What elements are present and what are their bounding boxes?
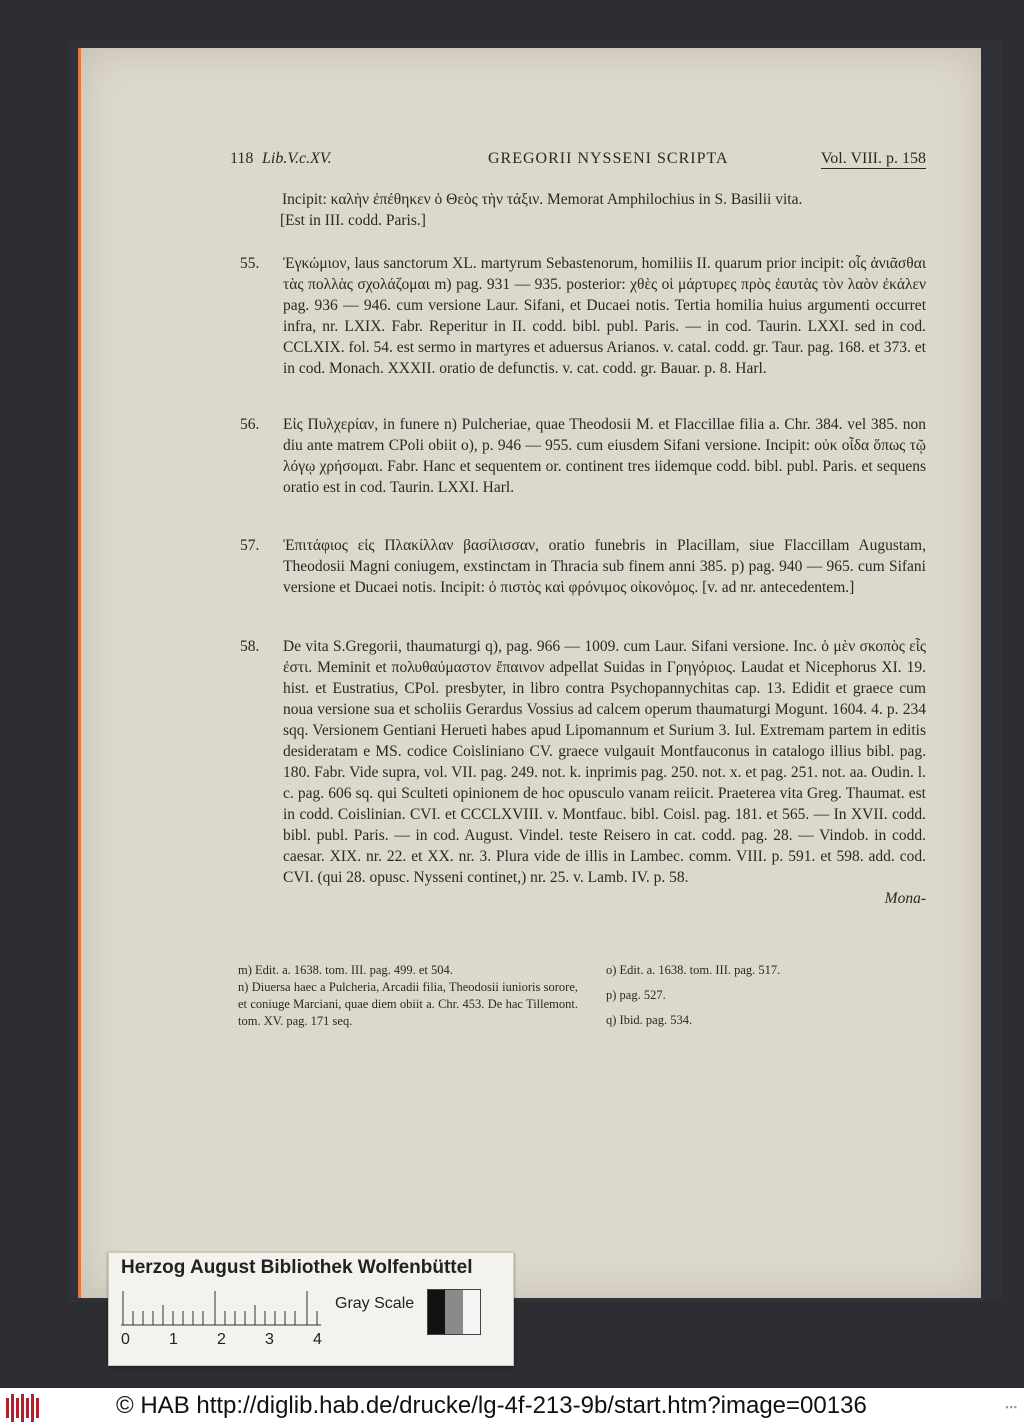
source-link[interactable]: © HAB http://diglib.hab.de/drucke/lg-4f-213-9b/start.htm?image=00136 [116, 1392, 867, 1419]
footnote: m) Edit. a. 1638. tom. III. pag. 499. et 504. [238, 963, 453, 977]
entry-text: De vita S.Gregorii, thaumaturgi q), pag. 966 — 1009. cum Laur. Sifani versione. Inc. ὁ μὲν σκοπὸς εἷς ἐστι. Meminit et πολυθαύμαστον ἔπαινον adpellat Suidas in Γρηγόριος. Laudat et Nicephorus XI. 19. hist. et Eustratius, CPol. presbyter, in libro contra Psychopannychitas cap. 13. Edidit et graece cum noua versione sua et scholiis Gerardus Vossius ad calcem operum thaumaturgi Mogunt. 1604. 4. p. 234 sqq. Versionem Gentiani Herueti habes apud Lipomannum et Surium 3. Iul. Extremam partem in editis desideratam e MS. codice Coisliniano CV. graece vulgauit Montfauconus in catalogo illius bibl. pag. 180. Fabr. Vide supra, vol. VII. pag. 249. not. k. inprimis pag. 250. not. x. et pag. 251. not. aa. Oudin. l. c. pag. 606 sq. qui Sculteti opinionem de hoc opusculo vanam reiicit. Praeterea vita Greg. Thaumat. est in codd. Coislinian. CVI. et CCCLXVIII. v. Montfauc. bibl. Coisl. pag. 181. et 565. — In XVII. codd. bibl. publ. Paris. — in cod. August. Vindel. teste Reisero in cat. codd. pag. 28. — Vindob. in codd. caesar. XIX. nr. 22. et XX. nr. 3. Plura vide de illis in Lambec. comm. VIII. p. 591. et 598. add. cod. CVI. (qui 28. opusc. Nysseni continet,) nr. 25. v. Lamb. IV. p. 58. [283, 638, 926, 886]
footnote: p) pag. 527. [606, 988, 666, 1002]
scale-number: 4 [313, 1331, 322, 1348]
volume-reference: Vol. VIII. p. 158 [820, 150, 926, 167]
corner-marks: ▪▪▪ [1005, 1402, 1018, 1412]
hab-logo-icon [6, 1394, 40, 1422]
entry-58 [240, 636, 926, 909]
footnotes-left [238, 962, 578, 1030]
scale-number: 2 [217, 1331, 226, 1348]
gray-scale-label: Gray Scale [335, 1295, 415, 1312]
entry-56 [240, 414, 926, 498]
gray-swatches [427, 1289, 481, 1335]
scale-number: 1 [169, 1331, 178, 1348]
entry-text: Εἰς Πυλχερίαν, in funere n) Pulcheriae, quae Theodosii M. et Flaccillae filia a. Chr. 384. vel 385. non diu ante matrem CPoli obiit o), p. 946 — 955. cum eiusdem Sifani versione. Incipit: οὐκ οἶδα ὅπως τῷ λόγῳ χρήσομαι. Fabr. Hanc et sequentem or. continent tres iidemque codd. bibl. publ. Paris. et sequens oratio est in cod. Taurin. LXXI. Harl. [283, 416, 926, 496]
intro-paragraph [282, 189, 922, 231]
entry-55 [240, 253, 926, 379]
black-swatch [428, 1290, 445, 1334]
white-swatch [463, 1290, 480, 1334]
entry-number: 57. [240, 537, 260, 554]
page-header [230, 150, 926, 172]
entry-text: Ἐγκώμιον, laus sanctorum XL. martyrum Sebastenorum, homiliis II. quarum prior incipit: οἷς ἀνιᾶσθαι τὰς πολλὰς σχολάζομαι m) pag. 931 — 935. posterior: χθὲς οἱ μάρτυρες πρὸς ἑαυτὰς τὸν λαὸν ἐκάλεν pag. 936 — 946. cum versione Laur. Sifani, et Ducaei notis. Tertia homilia huius argumenti occurret infra, nr. LXIX. Fabr. Reperitur in II. codd. bibl. publ. Paris. — in cod. Taurin. LXXI. sed in cod. CCLXIX. fol. 54. est sermo in martyres et aduersus Arianos. v. catal. codd. gr. Taur. pag. 168. et 373. et in cod. Monach. XXXII. oratio de defunctis. v. cat. codd. gr. Bauar. p. 8. Harl. [283, 255, 926, 377]
section-reference: Lib.V.c.XV. [262, 150, 332, 167]
entry-number: 58. [240, 638, 260, 655]
footnote: o) Edit. a. 1638. tom. III. pag. 517. [606, 963, 781, 977]
entry-number: 56. [240, 416, 260, 433]
scale-number: 3 [265, 1331, 274, 1348]
library-name: Herzog August Bibliothek Wolfenbüttel [121, 1257, 473, 1278]
color-calibration-target [108, 1252, 514, 1366]
intro-line: [Est in III. codd. Paris.] [280, 212, 426, 229]
gray-swatch [445, 1290, 462, 1334]
entry-57 [240, 535, 926, 598]
footnote: n) Diuersa haec a Pulcheria, Arcadii filia, Theodosii iunioris sorore, et coniuge Marciani, quae diem obiit a. Chr. 453. De hac Tillemont. tom. XV. pag. 171 seq. [238, 980, 578, 1028]
footer-bar [0, 1388, 1024, 1428]
footnote: q) Ibid. pag. 534. [606, 1013, 693, 1027]
entry-text: Ἐπιτάφιος εἰς Πλακίλλαν βασίλισσαν, oratio funebris in Placillam, siue Flaccillam Augustam, Theodosii Magni coniugem, exstinctam in Thracia sub finem anni 385. p) pag. 940 — 965. cum Sifani versione et Ducaei notis. Incipit: ὁ πιστὸς καὶ φρόνιμος οἰκονόμος. [v. ad nr. antecedentem.] [283, 537, 926, 596]
ruler-scale [121, 1287, 331, 1327]
footnotes-right [606, 962, 926, 1037]
entry-number: 55. [240, 255, 260, 272]
scale-number: 0 [121, 1331, 130, 1348]
intro-line: Incipit: καλὴν ἐπέθηκεν ὁ Θεὸς τὴν τάξιν. Memorat Amphilochius in S. Basilii vita. [282, 191, 803, 208]
scale-numbers [121, 1331, 341, 1351]
catchword: Mona- [884, 890, 926, 907]
page-number: 118 [230, 150, 254, 167]
running-title: GREGORII NYSSENI SCRIPTA [488, 150, 729, 167]
